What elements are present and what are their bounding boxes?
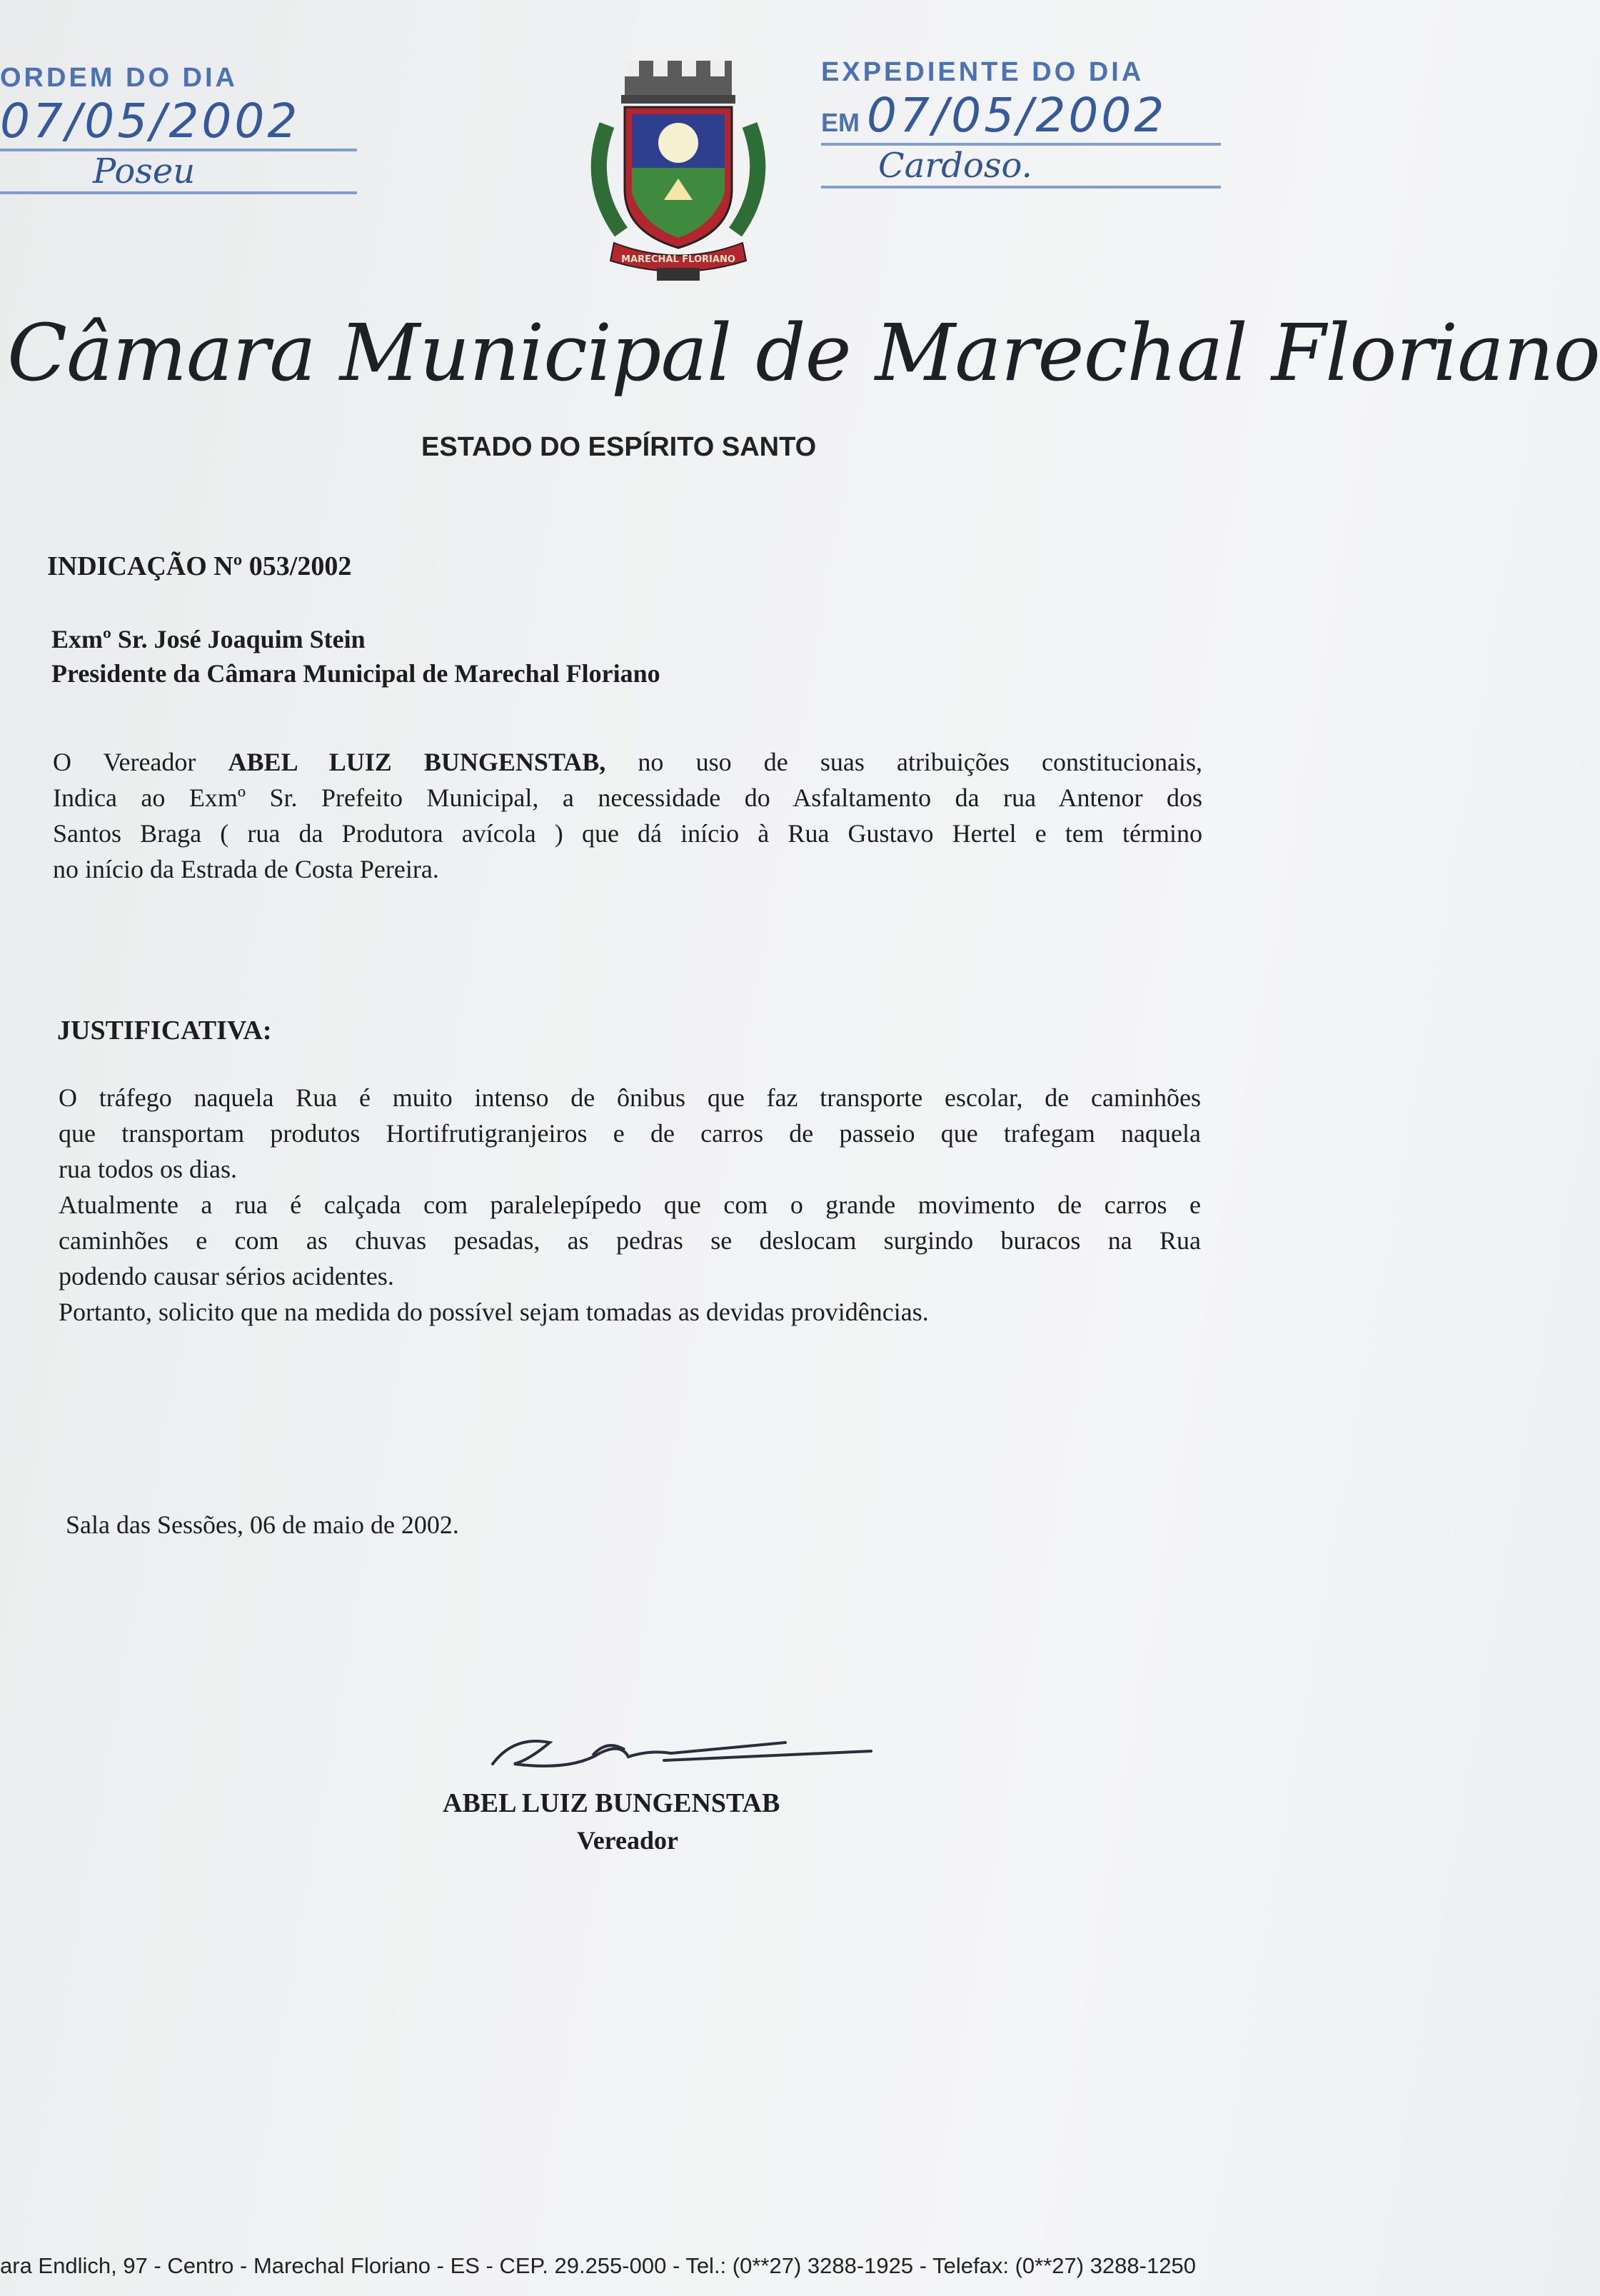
ordem-do-dia-stamp	[0, 63, 357, 194]
signer-name: ABEL LUIZ BUNGENSTAB	[443, 1788, 780, 1818]
councilor-name: ABEL LUIZ BUNGENSTAB,	[228, 748, 606, 776]
expediente-do-dia-stamp	[821, 57, 1221, 189]
stamp-rule	[821, 143, 1221, 146]
stamp-rule	[0, 191, 357, 194]
session-date: Sala das Sessões, 06 de maio de 2002.	[66, 1510, 459, 1539]
stamp-label: ORDEM DO DIA	[0, 63, 238, 93]
stamp-signature: Cardoso.	[878, 146, 1032, 186]
signer-role: Vereador	[577, 1826, 678, 1855]
paragraph-line: Indica ao Exmº Sr. Prefeito Municipal, a necessidade do Asfaltamento da rua Antenor dos	[53, 783, 1202, 812]
stamp-em: EM	[821, 108, 860, 137]
page-subtitle: ESTADO DO ESPÍRITO SANTO	[421, 432, 817, 462]
coat-of-arms-icon	[585, 61, 771, 282]
body-line: que transportam produtos Hortifrutigranjeiros e de carros de passeio que trafegam naquela	[59, 1119, 1201, 1148]
page-title: Câmara Municipal de Marechal Floriano	[7, 307, 1600, 398]
stamp-date: 07/05/2002	[867, 88, 1167, 143]
seal-ribbon-text: MARECHAL FLORIANO	[621, 254, 735, 265]
justificativa-heading: JUSTIFICATIVA:	[57, 1016, 272, 1046]
stamp-date: 07/05/2002	[0, 94, 301, 149]
body-line: rua todos os dias.	[59, 1155, 237, 1183]
addressee-title: Presidente da Câmara Municipal de Marechal Floriano	[51, 659, 660, 688]
indicacao-number: INDICAÇÃO Nº 053/2002	[47, 551, 352, 581]
handwritten-signature	[485, 1721, 885, 1778]
paragraph-line: Santos Braga ( rua da Produtora avícola ) que dá início à Rua Gustavo Hertel e tem término	[53, 819, 1202, 848]
body-line: O tráfego naquela Rua é muito intenso de ônibus que faz transporte escolar, de caminhões	[59, 1083, 1201, 1112]
stamp-rule	[0, 149, 357, 151]
stamp-rule	[821, 186, 1221, 189]
paragraph-line	[53, 744, 1202, 780]
footer-address: ara Endlich, 97 - Centro - Marechal Floriano - ES - CEP. 29.255-000 - Tel.: (0**27) 3288-1925 - Telefax: (0**27) 3288-1250	[0, 2253, 1196, 2278]
stamp-signature: Poseu	[93, 151, 196, 191]
paragraph-text: no uso de suas atribuições constitucionais,	[605, 748, 1203, 776]
addressee-name: Exmº Sr. José Joaquim Stein	[51, 625, 366, 653]
body-line: Portanto, solicito que na medida do possível sejam tomadas as devidas providências.	[59, 1298, 929, 1326]
paragraph-prefix: O Vereador	[53, 748, 228, 776]
body-line: podendo causar sérios acidentes.	[59, 1262, 394, 1290]
body-line: Atualmente a rua é calçada com paralelepípedo que com o grande movimento de carros e	[59, 1190, 1201, 1219]
justificativa-body	[59, 1080, 1201, 1330]
stamp-label: EXPEDIENTE DO DIA	[821, 57, 1144, 87]
indication-paragraph	[53, 744, 1202, 887]
paragraph-line: no início da Estrada de Costa Pereira.	[53, 855, 439, 883]
body-line: caminhões e com as chuvas pesadas, as pedras se deslocam surgindo buracos na Rua	[59, 1226, 1201, 1255]
